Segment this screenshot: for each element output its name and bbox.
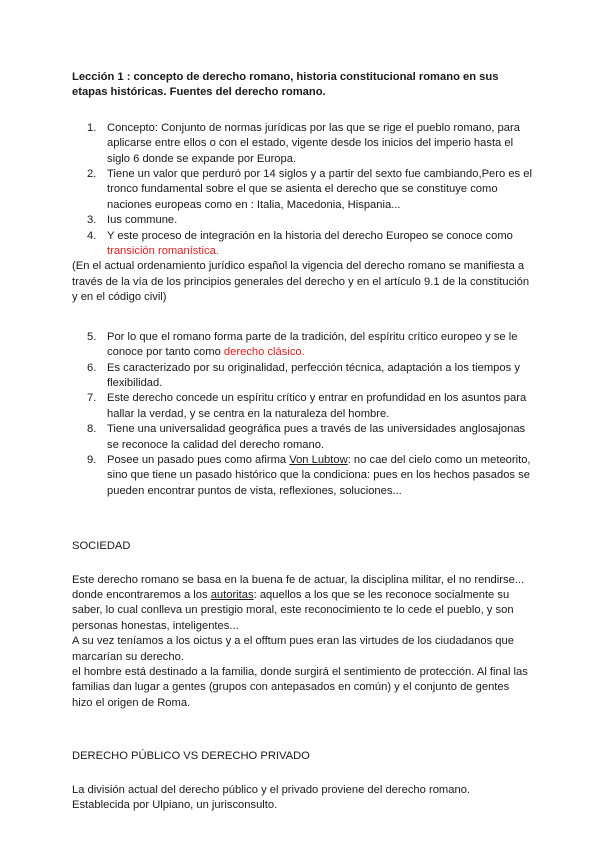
sociedad-paragraph-2: A su vez teníamos a los oictus y a el offtum pues eran las virtudes de los ciudadanos que marcarían su derecho. — [72, 635, 514, 663]
section-heading-derecho: DERECHO PÚBLICO VS DERECHO PRIVADO — [72, 750, 310, 763]
paragraph-text-continued: : aquellos a los que se les reconoce socialmente su saber, lo cual conlleva un prestigio moral, este reconocimiento te lo cede el pueblo, y son personas honestas, inteligentes... — [72, 588, 514, 632]
list-number: 4. — [87, 229, 97, 242]
list-number: 6. — [87, 361, 97, 374]
list-item — [72, 167, 532, 213]
paragraph-text: Este derecho romano se basa en la buena fe de actuar, la disciplina militar, el no rendirse... donde encontraremos a los — [72, 573, 525, 601]
note-paragraph: (En el actual ordenamiento jurídico español la vigencia del derecho romano se manifiesta a través de la vía de los principios generales del derecho y en el artículo 9.1 de la constitución y en el código civil) — [72, 260, 530, 304]
list-item-text: Por lo que el romano forma parte de la tradición, del espíritu crítico europeo y se le conoce por tanto como — [107, 330, 518, 359]
list-number: 9. — [87, 453, 97, 466]
list-number: 8. — [87, 423, 97, 436]
underlined-name: Von Lubtow — [289, 453, 348, 466]
list-item — [72, 330, 532, 361]
document-page — [72, 70, 532, 813]
list-item-text: Es caracterizado por su originalidad, perfección técnica, adaptación a los tiempos y flexibilidad. — [107, 361, 520, 389]
list-item — [72, 213, 532, 228]
list-item — [72, 361, 532, 392]
list-item — [72, 422, 532, 453]
list-item-text-continued: : no cae del cielo como un meteorito, sino que tiene un pasado histórico que la condiciona: pues en los hechos pasados se pueden encontrar puntos de vista, reflexiones, soluciones... — [107, 453, 531, 497]
concept-list — [72, 121, 532, 260]
list-item — [72, 229, 532, 260]
list-number: 3. — [87, 214, 97, 227]
list-item-text: Posee un pasado pues como afirma — [107, 453, 287, 466]
section-heading-sociedad: SOCIEDAD — [72, 540, 131, 553]
list-item-text: Tiene una universalidad geográfica pues a través de las universidades anglosajonas se reconoce la calidad del derecho romano. — [107, 423, 526, 451]
lesson-title: Lección 1 : concepto de derecho romano, historia constitucional romano en sus etapas históricas. Fuentes del derecho romano. — [72, 71, 499, 99]
list-number: 2. — [87, 168, 97, 181]
list-number: 5. — [87, 330, 97, 343]
sociedad-paragraph — [72, 573, 532, 635]
derecho-paragraph-2: Establecida por Ulpiano, un jurisconsulto. — [72, 799, 278, 812]
list-item-text: Concepto: Conjunto de normas jurídicas por las que se rige el pueblo romano, para aplicarse entre ellos o con el estado, vigente desde los inicios del imperio hasta el siglo 6 donde se expande por Europa. — [107, 121, 520, 165]
list-item-text: Y este proceso de integración en la historia del derecho Europeo se conoce como — [107, 229, 513, 242]
list-item-text: Ius commune. — [107, 214, 178, 227]
highlight-term: derecho clásico. — [223, 346, 305, 359]
derecho-paragraph-1: La división actual del derecho público y el privado proviene del derecho romano. — [72, 783, 471, 796]
sociedad-paragraph-3: el hombre está destinado a la familia, donde surgirá el sentimiento de protección. Al final las familias dan lugar a gentes (grupos con antepasados en común) y el conjunto de gentes hizo el origen de Roma. — [72, 666, 528, 709]
list-item — [72, 391, 532, 422]
list-number: 1. — [87, 121, 97, 134]
list-item-text: Este derecho concede un espíritu crítico y entrar en profundidad en los asuntos para hallar la verdad, y se centra en la naturaleza del hombre. — [107, 392, 527, 420]
list-item — [72, 453, 532, 499]
underlined-term: autoritas — [210, 588, 254, 601]
highlight-term: transición romanística. — [107, 245, 219, 258]
characteristics-list — [72, 330, 532, 499]
list-item-text: Tiene un valor que perduró por 14 siglos y a partir del sexto fue cambiando,Pero es el tronco fundamental sobre el que se asienta el derecho que se constituye como naciones europeas como en : Italia, Macedonia, Hispania... — [107, 168, 532, 211]
list-item — [72, 121, 532, 167]
list-number: 7. — [87, 392, 97, 405]
